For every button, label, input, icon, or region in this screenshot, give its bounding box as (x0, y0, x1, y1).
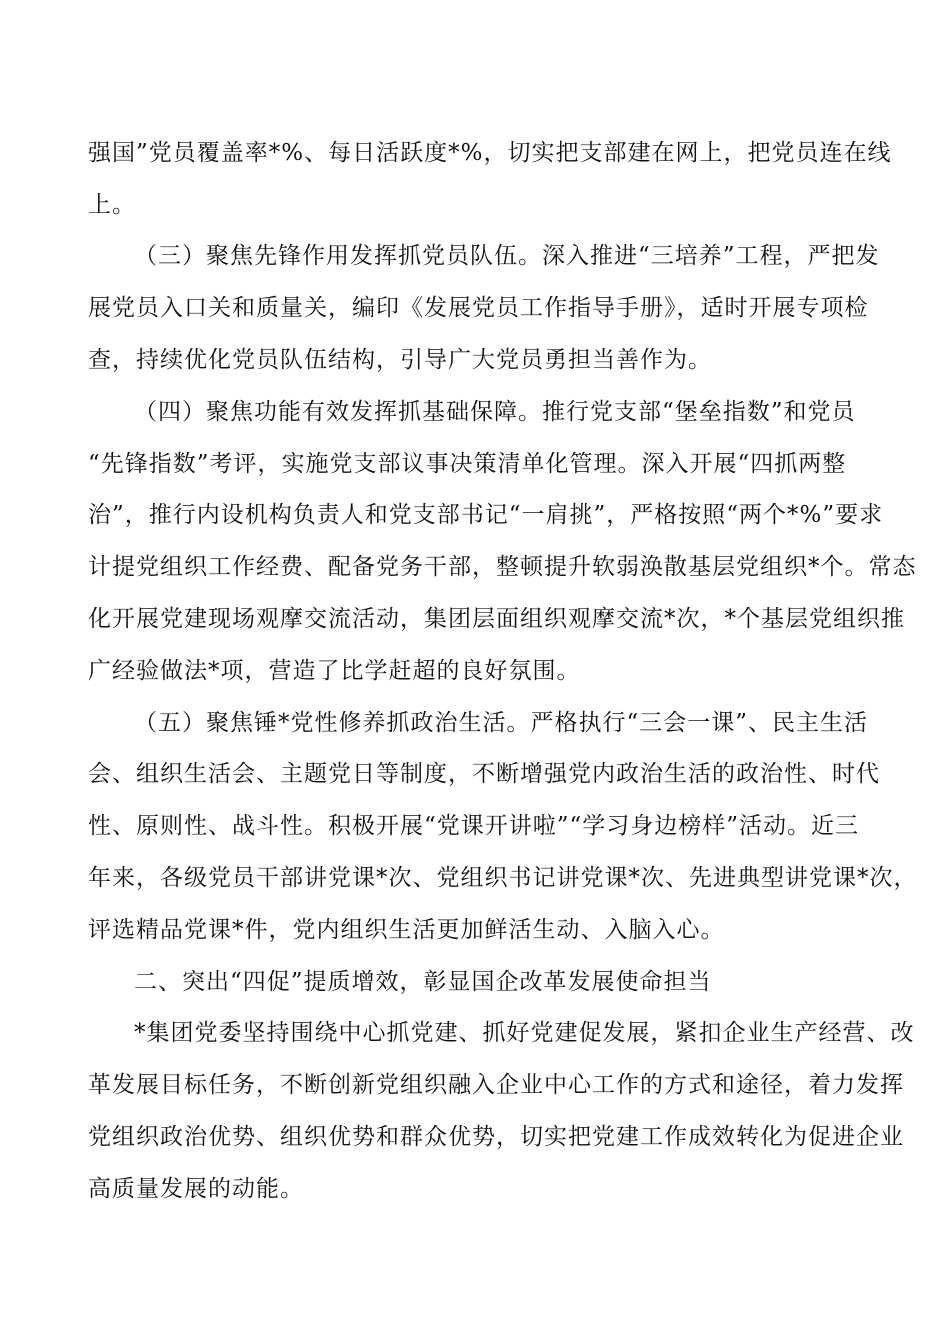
text-line: “先锋指数”考评，实施党支部议事决策清单化管理。深入开展“四抓两整 (88, 451, 847, 477)
text-line: *集团党委坚持围绕中心抓党建、抓好党建促发展，紧扣企业生产经营、改 (134, 1020, 915, 1046)
text-line: 治”，推行内设机构负责人和党支部书记“一肩挑”，严格按照“两个*%”要求 (88, 502, 884, 528)
section-heading-4-line: （四）聚焦功能有效发挥抓基础保障。推行党支部“堡垒指数”和党员 (134, 399, 856, 425)
text-line: 党组织政治优势、组织优势和群众优势，切实把党建工作成效转化为促进企业 (88, 1124, 904, 1150)
text-line: 高质量发展的动能。 (88, 1176, 304, 1202)
text-line: 年来，各级党员干部讲党课*次、党组织书记讲党课*次、先进典型讲党课*次， (88, 865, 918, 891)
section-heading-5-line: （五）聚焦锤*党性修养抓政治生活。严格执行“三会一课”、民主生活 (134, 710, 869, 736)
text-line: 评选精品党课*件，党内组织生活更加鲜活生动、入脑入心。 (88, 917, 725, 943)
text-line: 会、组织生活会、主题党日等制度，不断增强党内政治生活的政治性、时代 (88, 761, 880, 787)
text-line: 革发展目标任务，不断创新党组织融入企业中心工作的方式和途径，着力发挥 (88, 1072, 904, 1098)
text-line: 化开展党建现场观摩交流活动，集团层面组织观摩交流*次，*个基层党组织推 (88, 606, 905, 632)
text-line: 查，持续优化党员队伍结构，引导广大党员勇担当善作为。 (88, 347, 712, 373)
text-line: 上。 (88, 192, 136, 218)
section-heading-3-line: （三）聚焦先锋作用发挥抓党员队伍。深入推进“三培养”工程，严把发 (134, 243, 880, 269)
text-line: 展党员入口关和质量关，编印《发展党员工作指导手册》，适时开展专项检 (88, 295, 869, 321)
text-line: 强国”党员覆盖率*%、每日活跃度*%，切实把支部建在网上，把党员连在线 (88, 140, 892, 166)
chapter-heading: 二、突出“四促”提质增效，彰显国企改革发展使命担当 (134, 969, 712, 995)
text-line: 计提党组织工作经费、配备党务干部，整顿提升软弱涣散基层党组织*个。常态 (88, 554, 917, 580)
text-line: 性、原则性、战斗性。积极开展“党课开讲啦”“学习身边榜样”活动。近三 (88, 813, 860, 839)
text-line: 广经验做法*项，营造了比学赶超的良好氛围。 (88, 658, 581, 684)
